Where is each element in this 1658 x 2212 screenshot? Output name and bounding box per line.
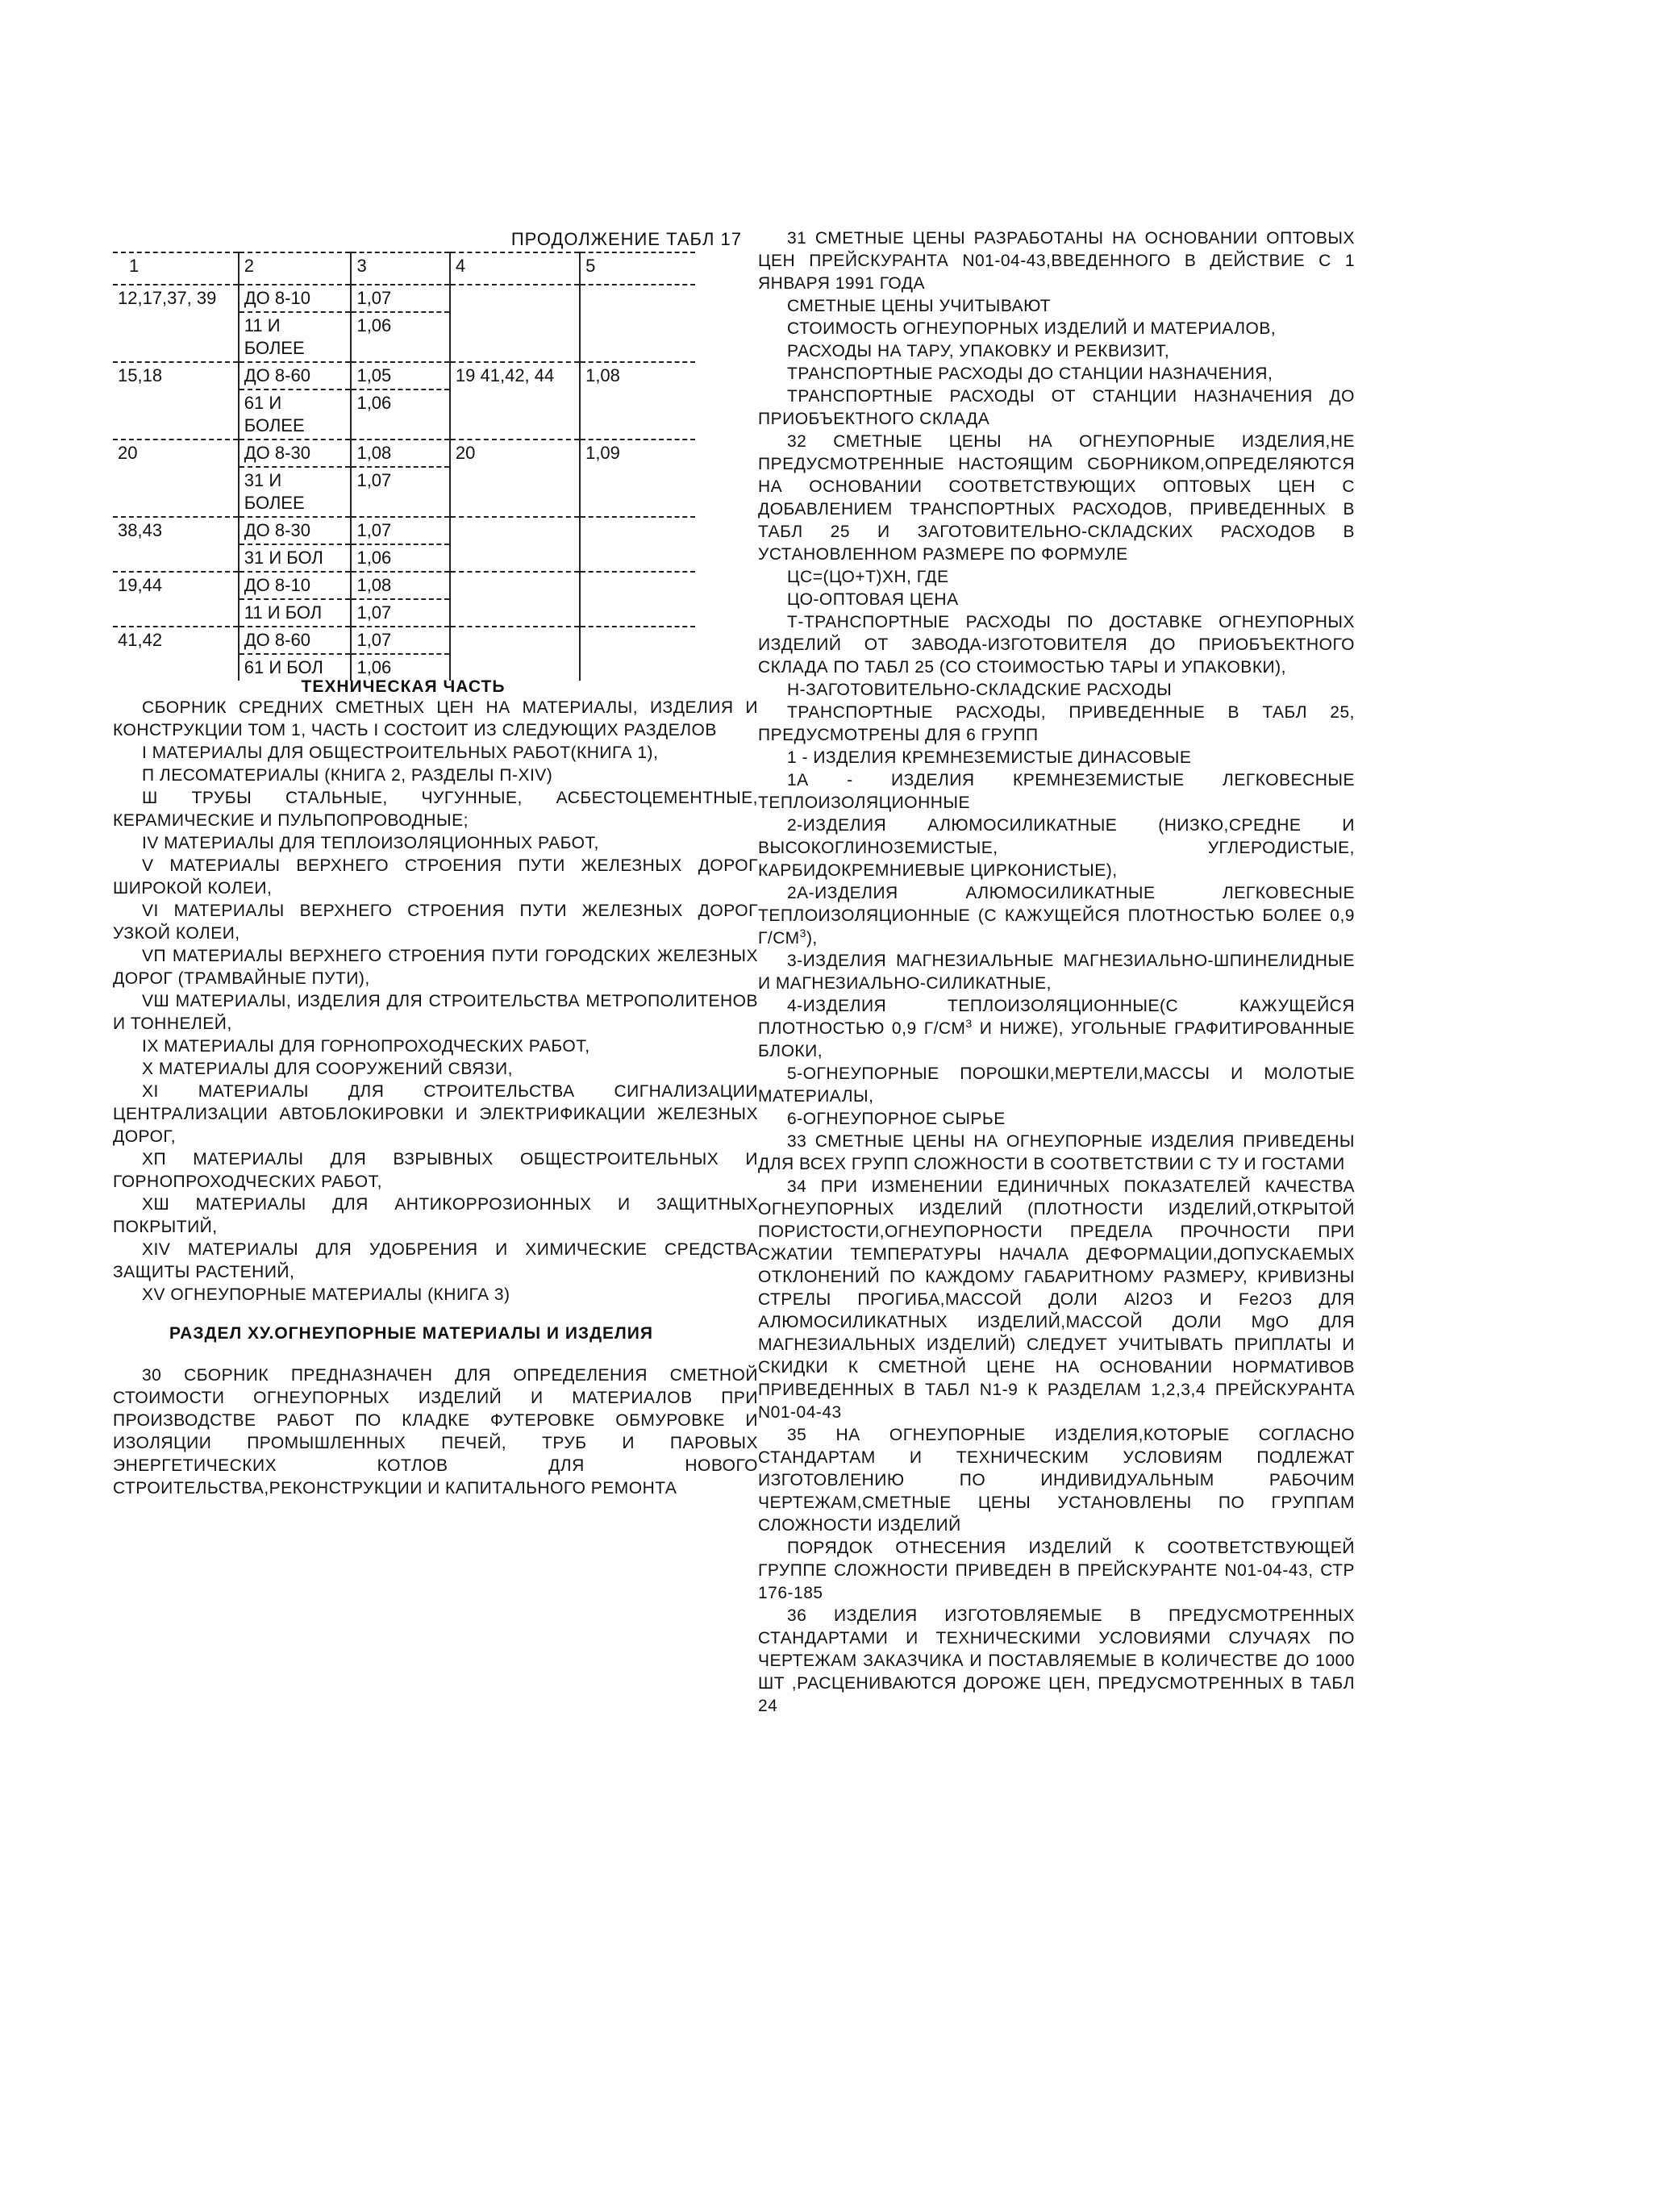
paragraph-35: 35 НА ОГНЕУПОРНЫЕ ИЗДЕЛИЯ,КОТОРЫЕ СОГЛАСНО СТАНДАРТАМ И ТЕХНИЧЕСКИМ УСЛОВИЯМ ПОДЛЕЖАТ ИЗГОТОВЛЕНИЮ ПО ИНДИВИДУАЛЬНЫМ РАБОЧИМ ЧЕРТЕЖАМ,СМЕТНЫЕ ЦЕНЫ УСТАНОВЛЕНЫ ПО ГРУППАМ СЛОЖНОСТИ ИЗДЕЛИЙ	[758, 1426, 1355, 1535]
paragraph-34: 34 ПРИ ИЗМЕНЕНИИ ЕДИНИЧНЫХ ПОКАЗАТЕЛЕЙ КАЧЕСТВА ОГНЕУПОРНЫХ ИЗДЕЛИЙ (ПЛОТНОСТИ ИЗДЕЛИЙ,ОТКРЫТОЙ ПОРИСТОСТИ,ОГНЕУПОРНОСТИ ПРЕДЕЛА ПРОЧНОСТИ ПРИ СЖАТИИ ТЕМПЕРАТУРЫ НАЧАЛА ДЕФОРМАЦИИ,ДОПУСКАЕМЫХ ОТКЛОНЕНИЙ ПО КАЖДОМУ ГАБАРИТНОМУ РАЗМЕРУ, КРИВИЗНЫ СТРЕЛЫ ПРОГИБА,МАССОЙ ДОЛИ Al2O3 И Fe2O3 ДЛЯ АЛЮМОСИЛИКАТНЫХ ИЗДЕЛИЙ,МАССОЙ ДОЛИ MgO ДЛЯ МАГНЕЗИАЛЬНЫХ ИЗДЕЛИЙ) СЛЕДУЕТ УЧИТЫВАТЬ ПРИПЛАТЫ И СКИДКИ К СМЕТНОЙ ЦЕНЕ НА ОСНОВАНИИ НОРМАТИВОВ ПРИВЕДЕННЫХ В ТАБЛ N1-9 К РАЗДЕЛАМ 1,2,3,4 ПРЕЙСКУРАНТА N01-04-43	[758, 1177, 1355, 1422]
table-cell-coefficient: 1,06	[351, 544, 449, 572]
table-cell-range: ДО 8-60	[239, 362, 352, 389]
table-cell-range: ДО 8-10	[239, 285, 352, 312]
table-cell-coefficient: 1,07	[351, 517, 449, 544]
paragraph-line: СТОИМОСТЬ ОГНЕУПОРНЫХ ИЗДЕЛИЙ И МАТЕРИАЛОВ,	[787, 319, 1277, 338]
formula: ЦС=(ЦО+Т)ХН, ГДЕ	[787, 568, 949, 586]
list-item: VI МАТЕРИАЛЫ ВЕРХНЕГО СТРОЕНИЯ ПУТИ ЖЕЛЕЗНЫХ ДОРОГ УЗКОЙ КОЛЕИ,	[113, 902, 758, 943]
superscript: 3	[965, 1017, 973, 1030]
table-row	[113, 439, 695, 467]
list-item: VП МАТЕРИАЛЫ ВЕРХНЕГО СТРОЕНИЯ ПУТИ ГОРОДСКИХ ЖЕЛЕЗНЫХ ДОРОГ (ТРАМВАЙНЫЕ ПУТИ),	[113, 947, 758, 988]
list-item: IV МАТЕРИАЛЫ ДЛЯ ТЕПЛОИЗОЛЯЦИОННЫХ РАБОТ,	[142, 834, 599, 852]
group-item: 2-ИЗДЕЛИЯ АЛЮМОСИЛИКАТНЫЕ (НИЗКО,СРЕДНЕ И ВЫСОКОГЛИНОЗЕМИСТЫЕ, УГЛЕРОДИСТЫЕ, КАРБИДОКРЕМНИЕВЫЕ ЦИРКОНИСТЫЕ),	[758, 816, 1355, 880]
paragraph-30: 30 СБОРНИК ПРЕДНАЗНАЧЕН ДЛЯ ОПРЕДЕЛЕНИЯ СМЕТНОЙ СТОИМОСТИ ОГНЕУПОРНЫХ ИЗДЕЛИЙ И МАТЕРИАЛОВ ПРИ ПРОИЗВОДСТВЕ РАБОТ ПО КЛАДКЕ ФУТЕРОВКЕ ОБМУРОВКЕ И ИЗОЛЯЦИИ ПРОМЫШЛЕННЫХ ПЕЧЕЙ, ТРУБ И ПАРОВЫХ ЭНЕРГЕТИЧЕСКИХ КОТЛОВ ДЛЯ НОВОГО СТРОИТЕЛЬСТВА,РЕКОНСТРУКЦИИ И КАПИТАЛЬНОГО РЕМОНТА	[113, 1366, 758, 1498]
table-cell-coefficient: 1,07	[351, 599, 449, 627]
technical-part-heading: ТЕХНИЧЕСКАЯ ЧАСТЬ	[301, 677, 506, 696]
table-cell-range: 31 И БОЛЕЕ	[239, 467, 352, 517]
table-row	[113, 572, 695, 599]
list-item: V МАТЕРИАЛЫ ВЕРХНЕГО СТРОЕНИЯ ПУТИ ЖЕЛЕЗНЫХ ДОРОГ ШИРОКОЙ КОЛЕИ,	[113, 856, 758, 898]
table-cell-group-id: 15,18	[113, 362, 239, 439]
list-item: XП МАТЕРИАЛЫ ДЛЯ ВЗРЫВНЫХ ОБЩЕСТРОИТЕЛЬНЫХ И ГОРНОПРОХОДЧЕСКИХ РАБОТ,	[113, 1150, 758, 1191]
table-header-cell: 3	[351, 252, 449, 285]
paragraph-line: СМЕТНЫЕ ЦЕНЫ УЧИТЫВАЮТ	[787, 297, 1052, 315]
paragraph-31: 31 СМЕТНЫЕ ЦЕНЫ РАЗРАБОТАНЫ НА ОСНОВАНИИ ОПТОВЫХ ЦЕН ПРЕЙСКУРАНТА N01-04-43,ВВЕДЕННОГО В ДЕЙСТВИЕ С 1 ЯНВАРЯ 1991 ГОДА	[758, 229, 1355, 293]
table-cell-group-id: 12,17,37, 39	[113, 285, 239, 362]
table-cell-coefficient: 1,08	[351, 439, 449, 467]
table-cell-coefficient: 1,06	[351, 389, 449, 439]
table-cell-coefficient: 1,06	[351, 312, 449, 362]
table-cell	[580, 572, 695, 627]
table-cell-range: ДО 8-30	[239, 517, 352, 544]
intro-paragraph: СБОРНИК СРЕДНИХ СМЕТНЫХ ЦЕН НА МАТЕРИАЛЫ, ИЗДЕЛИЯ И КОНСТРУКЦИИ ТОМ 1, ЧАСТЬ I СОСТОИТ ИЗ СЛЕДУЮЩИХ РАЗДЕЛОВ	[113, 698, 758, 739]
continuation-label: ПРОДОЛЖЕНИЕ ТАБЛ 17	[510, 229, 742, 249]
table-cell-coefficient: 1,05	[351, 362, 449, 389]
list-item: IX МАТЕРИАЛЫ ДЛЯ ГОРНОПРОХОДЧЕСКИХ РАБОТ,	[142, 1037, 590, 1056]
paragraph-32: 32 СМЕТНЫЕ ЦЕНЫ НА ОГНЕУПОРНЫЕ ИЗДЕЛИЯ,НЕ ПРЕДУСМОТРЕННЫЕ НАСТОЯЩИМ СБОРНИКОМ,ОПРЕДЕЛЯЮТСЯ НА ОСНОВАНИИ СООТВЕТСТВУЮЩИХ ОПТОВЫХ ЦЕН С ДОБАВЛЕНИЕМ ТРАНСПОРТНЫХ РАСХОДОВ, ПРИВЕДЕННЫХ В ТАБЛ 25 И ЗАГОТОВИТЕЛЬНО-СКЛАДСКИХ РАСХОДОВ В УСТАНОВЛЕННОМ РАЗМЕРЕ ПО ФОРМУЛЕ	[758, 432, 1355, 564]
table-cell-range: 11 И БОЛ	[239, 599, 352, 627]
table-row	[113, 285, 695, 312]
table-cell-range: 11 И БОЛЕЕ	[239, 312, 352, 362]
price-coefficient-table	[113, 252, 695, 681]
table-header-cell: 5	[580, 252, 695, 285]
table-cell: 19 41,42, 44	[450, 362, 580, 439]
table-cell	[450, 285, 580, 362]
table-cell	[580, 285, 695, 362]
group-item-text: ),	[806, 929, 818, 948]
table-cell-range: ДО 8-60	[239, 627, 352, 654]
list-item: П ЛЕСОМАТЕРИАЛЫ (КНИГА 2, РАЗДЕЛЫ П-XIV)	[142, 766, 553, 785]
table-cell-range: 61 И БОЛЕЕ	[239, 389, 352, 439]
right-column	[758, 227, 1355, 1718]
table-header-cell: 4	[450, 252, 580, 285]
formula-term: ЦО-ОПТОВАЯ ЦЕНА	[787, 590, 959, 609]
group-item: 5-ОГНЕУПОРНЫЕ ПОРОШКИ,МЕРТЕЛИ,МАССЫ И МОЛОТЫЕ МАТЕРИАЛЫ,	[758, 1064, 1355, 1106]
table-cell-group-id: 41,42	[113, 627, 239, 681]
table-cell: 1,08	[580, 362, 695, 439]
paragraph-line: ТРАНСПОРТНЫЕ РАСХОДЫ ДО СТАНЦИИ НАЗНАЧЕНИЯ,	[787, 365, 1273, 383]
list-item: XIV МАТЕРИАЛЫ ДЛЯ УДОБРЕНИЯ И ХИМИЧЕСКИЕ СРЕДСТВА ЗАЩИТЫ РАСТЕНИЙ,	[113, 1240, 758, 1281]
table-cell-coefficient: 1,07	[351, 467, 449, 517]
group-item: 1А - ИЗДЕЛИЯ КРЕМНЕЗЕМИСТЫЕ ЛЕГКОВЕСНЫЕ ТЕПЛОИЗОЛЯЦИОННЫЕ	[758, 771, 1355, 812]
table-cell	[450, 517, 580, 572]
list-item: X МАТЕРИАЛЫ ДЛЯ СООРУЖЕНИЙ СВЯЗИ,	[142, 1060, 513, 1078]
group-item-text: 2А-ИЗДЕЛИЯ АЛЮМОСИЛИКАТНЫЕ ЛЕГКОВЕСНЫЕ ТЕПЛОИЗОЛЯЦИОННЫЕ (С КАЖУЩЕЙСЯ ПЛОТНОСТЬЮ БОЛЕЕ 0,9 Г/СМ	[758, 884, 1355, 948]
table-cell-group-id: 19,44	[113, 572, 239, 627]
table-cell-coefficient: 1,06	[351, 654, 449, 681]
table-row	[113, 362, 695, 389]
paragraph-33: 33 СМЕТНЫЕ ЦЕНЫ НА ОГНЕУПОРНЫЕ ИЗДЕЛИЯ ПРИВЕДЕНЫ ДЛЯ ВСЕХ ГРУПП СЛОЖНОСТИ В СООТВЕТСТВИИ С ТУ И ГОСТАМИ	[758, 1132, 1355, 1173]
list-item: I МАТЕРИАЛЫ ДЛЯ ОБЩЕСТРОИТЕЛЬНЫХ РАБОТ(КНИГА 1),	[142, 744, 659, 762]
section-heading: РАЗДЕЛ XУ.ОГНЕУПОРНЫЕ МАТЕРИАЛЫ И ИЗДЕЛИЯ	[169, 1324, 653, 1343]
paragraph-line: ТРАНСПОРТНЫЕ РАСХОДЫ, ПРИВЕДЕННЫЕ В ТАБЛ 25, ПРЕДУСМОТРЕНЫ ДЛЯ 6 ГРУПП	[758, 703, 1355, 744]
table-cell: 1,09	[580, 439, 695, 517]
group-item: 1 - ИЗДЕЛИЯ КРЕМНЕЗЕМИСТЫЕ ДИНАСОВЫЕ	[787, 748, 1192, 767]
group-item	[758, 995, 1355, 1063]
superscript: 3	[799, 927, 806, 939]
table-cell-range: ДО 8-10	[239, 572, 352, 599]
group-item: 3-ИЗДЕЛИЯ МАГНЕЗИАЛЬНЫЕ МАГНЕЗИАЛЬНО-ШПИНЕЛИДНЫЕ И МАГНЕЗИАЛЬНО-СИЛИКАТНЫЕ,	[758, 952, 1355, 993]
table-cell: 20	[450, 439, 580, 517]
list-item: XШ МАТЕРИАЛЫ ДЛЯ АНТИКОРРОЗИОННЫХ И ЗАЩИТНЫХ ПОКРЫТИЙ,	[113, 1195, 758, 1236]
table-cell	[450, 572, 580, 627]
table-header-cell: 2	[239, 252, 352, 285]
group-item-text: 4-ИЗДЕЛИЯ ТЕПЛОИЗОЛЯЦИОННЫЕ(С КАЖУЩЕЙСЯ ПЛОТНОСТЬЮ 0,9 Г/СМ	[758, 997, 1355, 1038]
table-header-row	[113, 252, 695, 285]
table-cell-group-id: 38,43	[113, 517, 239, 572]
list-item: XV ОГНЕУПОРНЫЕ МАТЕРИАЛЫ (КНИГА 3)	[142, 1285, 510, 1304]
formula-term: Н-ЗАГОТОВИТЕЛЬНО-СКЛАДСКИЕ РАСХОДЫ	[787, 681, 1173, 699]
table-cell-coefficient: 1,07	[351, 627, 449, 654]
group-item	[758, 882, 1355, 950]
list-item: VШ МАТЕРИАЛЫ, ИЗДЕЛИЯ ДЛЯ СТРОИТЕЛЬСТВА МЕТРОПОЛИТЕНОВ И ТОННЕЛЕЙ,	[113, 992, 758, 1033]
table-header-cell: 1	[113, 252, 239, 285]
paragraph-line: РАСХОДЫ НА ТАРУ, УПАКОВКУ И РЕКВИЗИТ,	[787, 342, 1170, 360]
table-cell	[580, 627, 695, 681]
table-cell-coefficient: 1,08	[351, 572, 449, 599]
table-cell-range: ДО 8-30	[239, 439, 352, 467]
left-column	[113, 227, 758, 1500]
list-item: XI МАТЕРИАЛЫ ДЛЯ СТРОИТЕЛЬСТВА СИГНАЛИЗАЦИИ ЦЕНТРАЛИЗАЦИИ АВТОБЛОКИРОВКИ И ЭЛЕКТРИФИКАЦИИ ЖЕЛЕЗНЫХ ДОРОГ,	[113, 1082, 758, 1146]
table-cell	[580, 517, 695, 572]
paragraph-line: ТРАНСПОРТНЫЕ РАСХОДЫ ОТ СТАНЦИИ НАЗНАЧЕНИЯ ДО ПРИОБЪЕКТНОГО СКЛАДА	[758, 387, 1355, 428]
table-cell-group-id: 20	[113, 439, 239, 517]
table-cell-coefficient: 1,07	[351, 285, 449, 312]
formula-term: Т-ТРАНСПОРТНЫЕ РАСХОДЫ ПО ДОСТАВКЕ ОГНЕУПОРНЫХ ИЗДЕЛИЙ ОТ ЗАВОДА-ИЗГОТОВИТЕЛЯ ДО ПРИОБЪЕКТНОГО СКЛАДА ПО ТАБЛ 25 (СО СТОИМОСТЬЮ ТАРЫ И УПАКОВКИ),	[758, 613, 1355, 677]
paragraph-line: ПОРЯДОК ОТНЕСЕНИЯ ИЗДЕЛИЙ К СООТВЕТСТВУЮЩЕЙ ГРУППЕ СЛОЖНОСТИ ПРИВЕДЕН В ПРЕЙСКУРАНТЕ N01-04-43, СТР 176-185	[758, 1539, 1355, 1602]
table-row	[113, 627, 695, 654]
group-item: 6-ОГНЕУПОРНОЕ СЫРЬЕ	[787, 1110, 1006, 1128]
table-cell	[450, 627, 580, 681]
paragraph-36: 36 ИЗДЕЛИЯ ИЗГОТОВЛЯЕМЫЕ В ПРЕДУСМОТРЕННЫХ СТАНДАРТАМИ И ТЕХНИЧЕСКИМИ УСЛОВИЯМИ СЛУЧАЯХ ПО ЧЕРТЕЖАМ ЗАКАЗЧИКА И ПОСТАВЛЯЕМЫЕ В КОЛИЧЕСТВЕ ДО 1000 ШТ ,РАСЦЕНИВАЮТСЯ ДОРОЖЕ ЦЕН, ПРЕДУСМОТРЕННЫХ В ТАБЛ 24	[758, 1606, 1355, 1715]
table-row	[113, 517, 695, 544]
table-cell-range: 31 И БОЛ	[239, 544, 352, 572]
table-cell-range: 61 И БОЛ	[239, 654, 352, 681]
group-item-text: И НИЖЕ), УГОЛЬНЫЕ ГРАФИТИРОВАННЫЕ БЛОКИ,	[758, 1019, 1355, 1060]
list-item: Ш ТРУБЫ СТАЛЬНЫЕ, ЧУГУННЫЕ, АСБЕСТОЦЕМЕНТНЫЕ, КЕРАМИЧЕСКИЕ И ПУЛЬПОПРОВОДНЫЕ;	[113, 789, 758, 830]
